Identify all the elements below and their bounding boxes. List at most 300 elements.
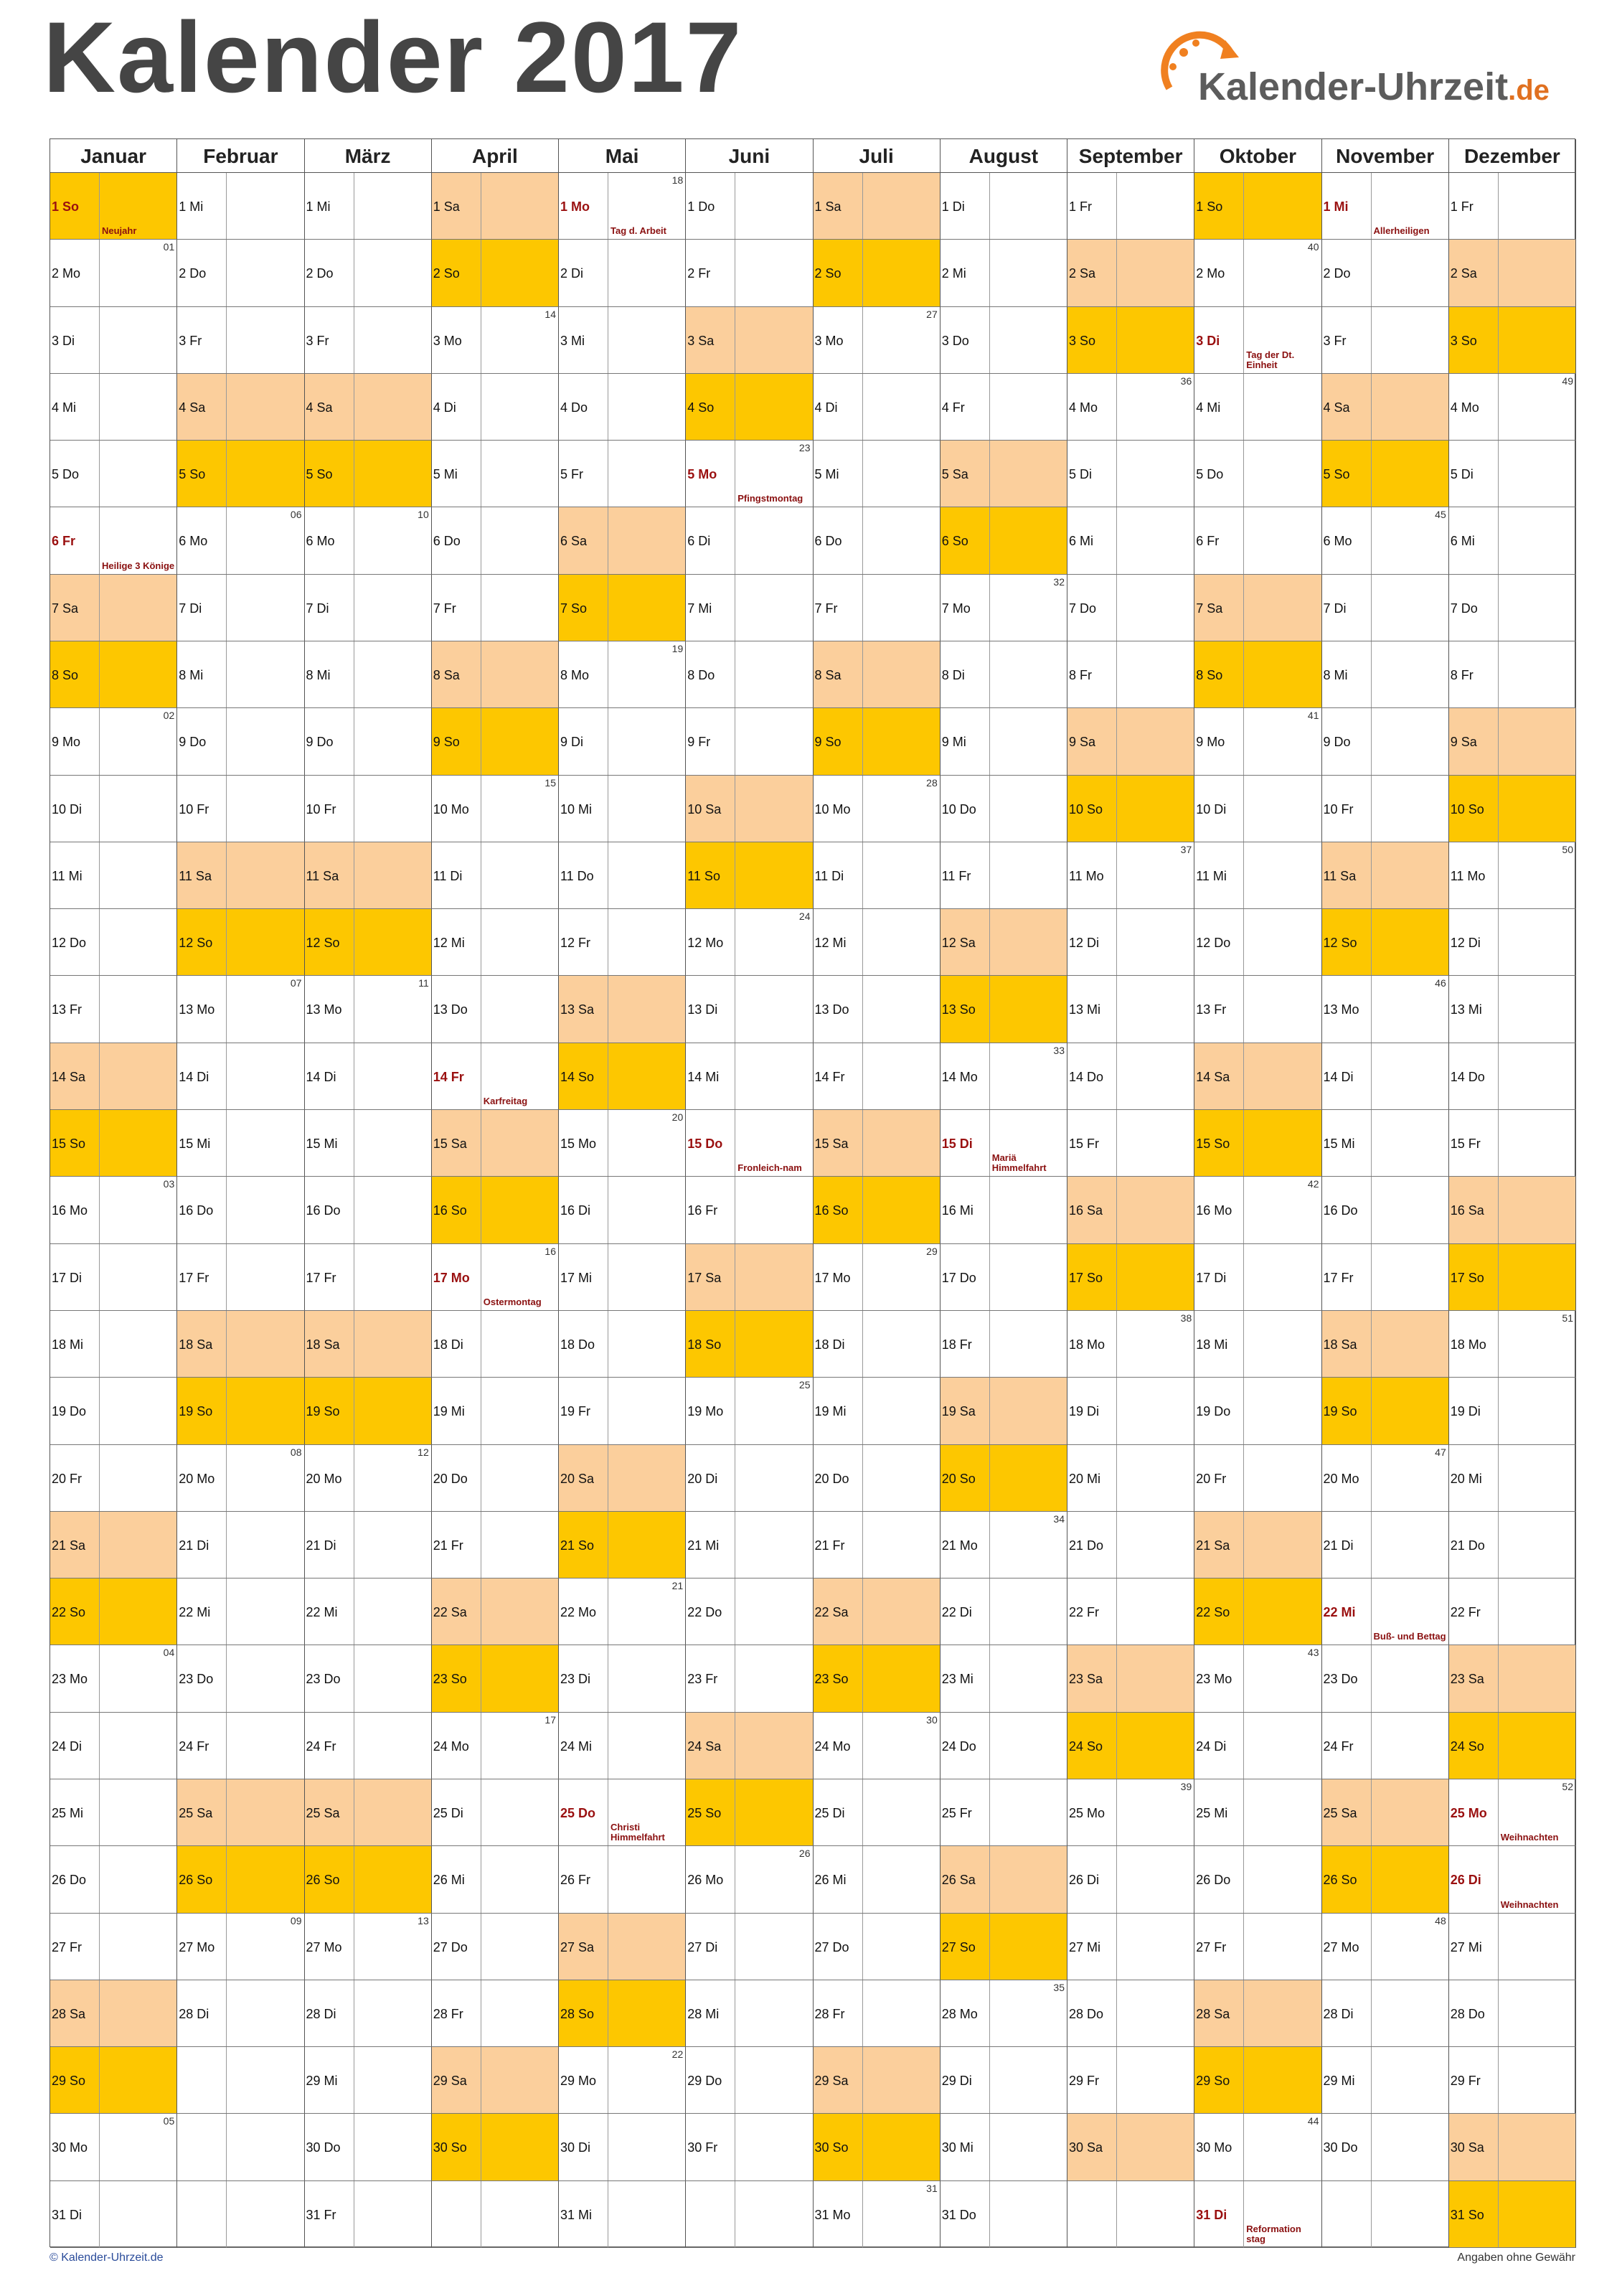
day-cell [1322, 575, 1449, 641]
day-cell [1449, 1177, 1576, 1243]
day-cell [814, 1578, 940, 1645]
day-label: 13 Mi [1450, 1002, 1482, 1017]
day-cell [1322, 2047, 1449, 2114]
day-label: 5 So [179, 467, 206, 482]
cell-divider [1116, 1311, 1117, 1377]
cell-divider [1371, 909, 1372, 975]
day-cell [305, 1378, 432, 1444]
cell-divider [1498, 1043, 1499, 1109]
day-cell [1449, 1244, 1576, 1311]
day-cell [686, 1244, 813, 1311]
day-cell [940, 240, 1067, 306]
day-cell [305, 441, 432, 507]
cell-divider [862, 1645, 863, 1711]
week-number: 41 [1307, 710, 1319, 722]
cell-divider [1116, 2181, 1117, 2247]
day-cell [1194, 575, 1321, 641]
day-cell [940, 1311, 1067, 1378]
day-label: 16 So [433, 1203, 467, 1218]
day-label: 23 Sa [1450, 1672, 1484, 1687]
day-label: 20 Mi [1069, 1471, 1101, 1486]
day-label: 3 Fr [306, 333, 329, 348]
day-label: 18 Di [814, 1337, 845, 1352]
week-number: 49 [1562, 375, 1573, 387]
day-cell [686, 441, 813, 507]
day-cell [305, 909, 432, 976]
day-label: 6 Do [433, 534, 461, 549]
day-label: 25 Sa [306, 1805, 340, 1820]
week-number: 43 [1307, 1647, 1319, 1659]
day-cell [432, 1110, 559, 1177]
cell-divider [989, 1177, 990, 1243]
cell-divider [99, 1378, 100, 1444]
day-label: 28 Di [306, 2006, 336, 2021]
day-label: 14 Sa [52, 1069, 86, 1084]
day-cell [1194, 1713, 1321, 1779]
day-label: 23 Do [179, 1672, 214, 1687]
day-cell [432, 1445, 559, 1512]
day-cell [1449, 1378, 1576, 1444]
day-cell [814, 708, 940, 775]
day-cell [50, 1578, 177, 1645]
day-label: 3 Fr [179, 333, 202, 348]
week-number: 14 [544, 308, 556, 320]
day-cell [1449, 1645, 1576, 1712]
day-label: 8 Di [941, 668, 965, 683]
day-cell [1449, 776, 1576, 842]
cell-divider [862, 1311, 863, 1377]
day-cell [686, 842, 813, 909]
cell-divider [989, 776, 990, 842]
day-cell [940, 1846, 1067, 1913]
day-cell [1322, 1043, 1449, 1110]
cell-divider [99, 1578, 100, 1645]
cell-divider [1116, 976, 1117, 1042]
day-label: 20 Do [433, 1471, 468, 1486]
day-cell [432, 307, 559, 374]
day-cell [1449, 1512, 1576, 1578]
day-label: 22 Do [687, 1605, 722, 1620]
day-label: 3 Mo [433, 333, 462, 348]
cell-divider [99, 507, 100, 573]
day-cell [432, 776, 559, 842]
day-cell [50, 641, 177, 708]
day-cell [814, 575, 940, 641]
day-cell [1449, 240, 1576, 306]
day-label: 20 Mo [1323, 1471, 1359, 1486]
day-cell [1194, 776, 1321, 842]
day-cell [177, 2047, 304, 2114]
day-cell [1449, 909, 1576, 976]
day-cell [559, 2047, 686, 2114]
cell-divider [1116, 641, 1117, 707]
day-label: 19 Mo [687, 1404, 724, 1419]
day-cell [305, 173, 432, 240]
cell-divider [226, 2181, 227, 2247]
day-cell [1449, 1846, 1576, 1913]
day-label: 13 So [941, 1002, 976, 1017]
cell-divider [862, 507, 863, 573]
day-cell [305, 1779, 432, 1846]
day-cell [305, 2181, 432, 2248]
cell-divider [989, 1244, 990, 1310]
day-cell [432, 1177, 559, 1243]
day-label: 27 Sa [560, 1939, 595, 1954]
day-cell [1449, 2114, 1576, 2180]
day-label: 6 Mi [1069, 534, 1094, 549]
day-label: 10 Fr [306, 801, 336, 817]
day-cell [940, 842, 1067, 909]
day-cell [1067, 1846, 1194, 1913]
day-label: 19 Sa [941, 1404, 976, 1419]
footer-copyright-link[interactable]: © Kalender-Uhrzeit.de [50, 2252, 164, 2264]
day-cell [686, 307, 813, 374]
day-cell [177, 1177, 304, 1243]
month-header: April [432, 139, 559, 173]
day-label: 31 Do [941, 2207, 976, 2222]
holiday-name: Neujahr [102, 225, 137, 237]
day-label: 24 Fr [1323, 1739, 1354, 1754]
day-cell [50, 1043, 177, 1110]
cell-divider [226, 1980, 227, 2046]
day-cell [686, 507, 813, 574]
day-cell [50, 1378, 177, 1444]
day-cell [940, 976, 1067, 1043]
day-label: 17 Di [1196, 1270, 1227, 1285]
footer-disclaimer: Angaben ohne Gewähr [1457, 2252, 1575, 2264]
cell-divider [1498, 507, 1499, 573]
day-cell [432, 575, 559, 641]
day-label: 20 Fr [1196, 1471, 1227, 1486]
day-label: 30 Fr [687, 2140, 718, 2155]
day-cell [814, 1043, 940, 1110]
day-label: 2 Do [1323, 266, 1351, 281]
day-label: 4 So [687, 400, 715, 415]
cell-divider [1243, 173, 1244, 239]
cell-divider [1243, 1110, 1244, 1176]
day-label: 4 Di [433, 400, 456, 415]
cell-divider [1498, 1645, 1499, 1711]
cell-divider [1371, 1177, 1372, 1243]
cell-divider [99, 708, 100, 774]
day-cell [1067, 1512, 1194, 1578]
cell-divider [989, 173, 990, 239]
cell-divider [989, 307, 990, 373]
cell-divider [226, 1713, 227, 1779]
cell-divider [1116, 1177, 1117, 1243]
week-number: 13 [418, 1914, 429, 1926]
day-cell [1067, 2114, 1194, 2180]
day-label: 16 Sa [1450, 1203, 1484, 1218]
day-label: 11 Sa [1323, 868, 1357, 883]
day-cell [686, 1980, 813, 2047]
day-cell [1322, 1512, 1449, 1578]
cell-divider [1243, 1980, 1244, 2046]
cell-divider [862, 1445, 863, 1511]
cell-divider [1498, 708, 1499, 774]
day-label: 22 Fr [1450, 1605, 1481, 1620]
cell-divider [226, 507, 227, 573]
day-cell [1067, 1043, 1194, 1110]
day-label: 29 Mi [1323, 2074, 1355, 2089]
day-label: 4 Mi [52, 400, 77, 415]
cell-divider [989, 374, 990, 440]
cell-divider [862, 976, 863, 1042]
day-label: 1 Mi [306, 199, 331, 214]
day-cell [1449, 173, 1576, 240]
day-label: 11 Mo [1069, 868, 1104, 883]
week-number: 45 [1435, 509, 1446, 521]
day-cell [305, 1980, 432, 2047]
week-number: 33 [1053, 1044, 1065, 1056]
day-label: 10 So [1069, 801, 1103, 817]
cell-divider [1116, 575, 1117, 641]
day-label: 20 Mi [1450, 1471, 1482, 1486]
day-label: 25 Mi [52, 1805, 84, 1820]
day-label: 19 So [306, 1404, 340, 1419]
day-cell [814, 1378, 940, 1444]
cell-divider [99, 1779, 100, 1845]
cell-divider [989, 1043, 990, 1109]
day-label: 31 Di [52, 2207, 82, 2222]
day-label: 14 Di [306, 1069, 336, 1084]
day-cell [940, 1244, 1067, 1311]
day-cell [432, 1244, 559, 1311]
day-label: 15 Sa [433, 1137, 467, 1152]
cell-divider [1371, 2181, 1372, 2247]
week-number: 21 [671, 1580, 684, 1592]
cell-divider [1498, 976, 1499, 1042]
day-label: 29 Fr [1069, 2074, 1100, 2089]
day-label: 2 So [814, 266, 842, 281]
day-cell [814, 641, 940, 708]
day-cell [1449, 1779, 1576, 1846]
day-cell [1194, 1980, 1321, 2047]
day-cell [1194, 1846, 1321, 1913]
day-cell [432, 1779, 559, 1846]
cell-divider [1243, 1846, 1244, 1912]
cell-divider [1498, 1244, 1499, 1310]
cell-divider [99, 2181, 100, 2247]
day-label: 27 So [941, 1939, 976, 1954]
day-cell [940, 1445, 1067, 1512]
day-label: 16 Do [1323, 1203, 1358, 1218]
day-label: 3 Sa [687, 333, 715, 348]
cell-divider [1498, 2114, 1499, 2180]
day-label: 17 Fr [306, 1270, 336, 1285]
week-number: 38 [1180, 1312, 1192, 1324]
day-label: 12 Mo [687, 936, 724, 951]
day-label: 2 So [433, 266, 460, 281]
day-label: 4 Mi [1196, 400, 1221, 415]
day-label: 27 Mi [1069, 1939, 1101, 1954]
day-cell [1449, 441, 1576, 507]
day-label: 12 So [306, 936, 340, 951]
day-label: 12 Mi [814, 936, 847, 951]
day-label: 28 Sa [1196, 2006, 1230, 2021]
day-label: 22 Mi [306, 1605, 338, 1620]
day-label: 5 Mi [433, 467, 458, 482]
day-label: 31 Di [1196, 2207, 1227, 2222]
day-label: 19 So [179, 1404, 213, 1419]
cell-divider [99, 1311, 100, 1377]
day-label: 21 Do [1450, 1538, 1485, 1553]
cell-divider [1371, 2114, 1372, 2180]
day-cell [1067, 1578, 1194, 1645]
day-cell [686, 2114, 813, 2180]
day-cell [559, 240, 686, 306]
cell-divider [1371, 307, 1372, 373]
day-label: 16 Di [560, 1203, 591, 1218]
cell-divider [99, 1177, 100, 1243]
cell-divider [1116, 1779, 1117, 1845]
day-label: 26 Do [1196, 1873, 1231, 1888]
day-label: 21 Fr [433, 1538, 463, 1553]
cell-divider [1371, 2047, 1372, 2113]
cell-divider [989, 1779, 990, 1845]
cell-divider [1371, 240, 1372, 306]
day-label: 28 Sa [52, 2006, 86, 2021]
day-cell [1194, 1244, 1321, 1311]
day-label: 5 Do [1196, 467, 1224, 482]
day-cell [1322, 776, 1449, 842]
week-number: 44 [1307, 2115, 1319, 2127]
day-cell [559, 575, 686, 641]
day-cell [1449, 842, 1576, 909]
day-cell [432, 1512, 559, 1578]
cell-divider [1116, 776, 1117, 842]
cell-divider [1116, 708, 1117, 774]
day-label: 5 Mi [814, 467, 839, 482]
day-label: 21 Mi [687, 1538, 720, 1553]
day-label: 2 Di [560, 266, 584, 281]
day-label: 16 Mo [1196, 1203, 1232, 1218]
day-label: 4 Fr [941, 400, 965, 415]
day-cell [1067, 1645, 1194, 1712]
week-number: 22 [671, 2048, 684, 2061]
day-cell [432, 1980, 559, 2047]
day-label: 12 Di [1069, 936, 1100, 951]
day-cell [432, 708, 559, 775]
day-label: 26 So [306, 1873, 340, 1888]
day-cell [1067, 1445, 1194, 1512]
day-label: 10 Sa [687, 801, 722, 817]
day-label: 27 Mi [1450, 1939, 1482, 1954]
day-label: 25 So [687, 1805, 722, 1820]
day-label: 7 Mo [941, 601, 971, 616]
day-label: 9 Do [179, 735, 207, 750]
day-cell [177, 240, 304, 306]
day-cell [305, 842, 432, 909]
day-cell [50, 1713, 177, 1779]
day-label: 27 Do [814, 1939, 849, 1954]
day-cell [50, 1846, 177, 1913]
cell-divider [862, 1578, 863, 1645]
day-label: 12 Sa [941, 936, 976, 951]
day-label: 5 Di [1069, 467, 1093, 482]
week-number: 11 [418, 977, 429, 989]
day-cell [559, 507, 686, 574]
cell-divider [1116, 909, 1117, 975]
day-cell [305, 507, 432, 574]
cell-divider [99, 909, 100, 975]
month-header: Mai [559, 139, 686, 173]
cell-divider [1116, 1846, 1117, 1912]
day-cell [559, 909, 686, 976]
cell-divider [99, 307, 100, 373]
day-label: 22 Sa [814, 1605, 849, 1620]
day-label: 29 Do [687, 2074, 722, 2089]
day-cell [177, 1512, 304, 1578]
day-cell [177, 1980, 304, 2047]
cell-divider [1116, 441, 1117, 507]
day-label: 8 Sa [433, 668, 460, 683]
site-logo[interactable] [1151, 20, 1582, 113]
day-cell [686, 1914, 813, 1980]
holiday-name: Heilige 3 Könige [102, 560, 175, 571]
day-label: 25 Mo [1450, 1805, 1487, 1820]
cell-divider [226, 1445, 227, 1511]
day-label: 2 Fr [687, 266, 711, 281]
day-label: 17 Di [52, 1270, 82, 1285]
day-label: 30 So [814, 2140, 849, 2155]
cell-divider [989, 976, 990, 1042]
day-label: 13 Fr [1196, 1002, 1227, 1017]
day-cell [177, 1445, 304, 1512]
day-label: 13 Mo [306, 1002, 342, 1017]
cell-divider [862, 1043, 863, 1109]
cell-divider [862, 240, 863, 306]
day-label: 17 Fr [1323, 1270, 1354, 1285]
day-label: 27 Fr [1196, 1939, 1227, 1954]
week-number: 04 [163, 1647, 175, 1659]
cell-divider [989, 1645, 990, 1711]
week-number: 05 [163, 2115, 175, 2127]
day-cell [940, 2114, 1067, 2180]
day-cell [1067, 1914, 1194, 1980]
day-label: 19 So [1323, 1404, 1357, 1419]
cell-divider [862, 1378, 863, 1444]
cell-divider [99, 1846, 100, 1912]
day-label: 29 Mo [560, 2074, 597, 2089]
cell-divider [862, 1779, 863, 1845]
cell-divider [1371, 641, 1372, 707]
day-cell [1449, 374, 1576, 441]
day-label: 4 Sa [1323, 400, 1350, 415]
cell-divider [989, 842, 990, 908]
day-cell [50, 1311, 177, 1378]
cell-divider [1371, 1846, 1372, 1912]
day-cell [1322, 842, 1449, 909]
cell-divider [1116, 1043, 1117, 1109]
day-cell [305, 1578, 432, 1645]
day-cell [1067, 909, 1194, 976]
day-cell [814, 374, 940, 441]
cell-divider [862, 1914, 863, 1980]
cell-divider [989, 575, 990, 641]
day-cell [50, 2047, 177, 2114]
day-cell [50, 708, 177, 775]
week-number: 34 [1053, 1512, 1065, 1525]
month-header: Oktober [1194, 139, 1321, 173]
cell-divider [1116, 507, 1117, 573]
cell-divider [226, 1645, 227, 1711]
day-label: 22 Mi [179, 1605, 211, 1620]
day-cell [559, 374, 686, 441]
cell-divider [99, 776, 100, 842]
day-cell [1194, 1914, 1321, 1980]
day-cell [559, 1779, 686, 1846]
